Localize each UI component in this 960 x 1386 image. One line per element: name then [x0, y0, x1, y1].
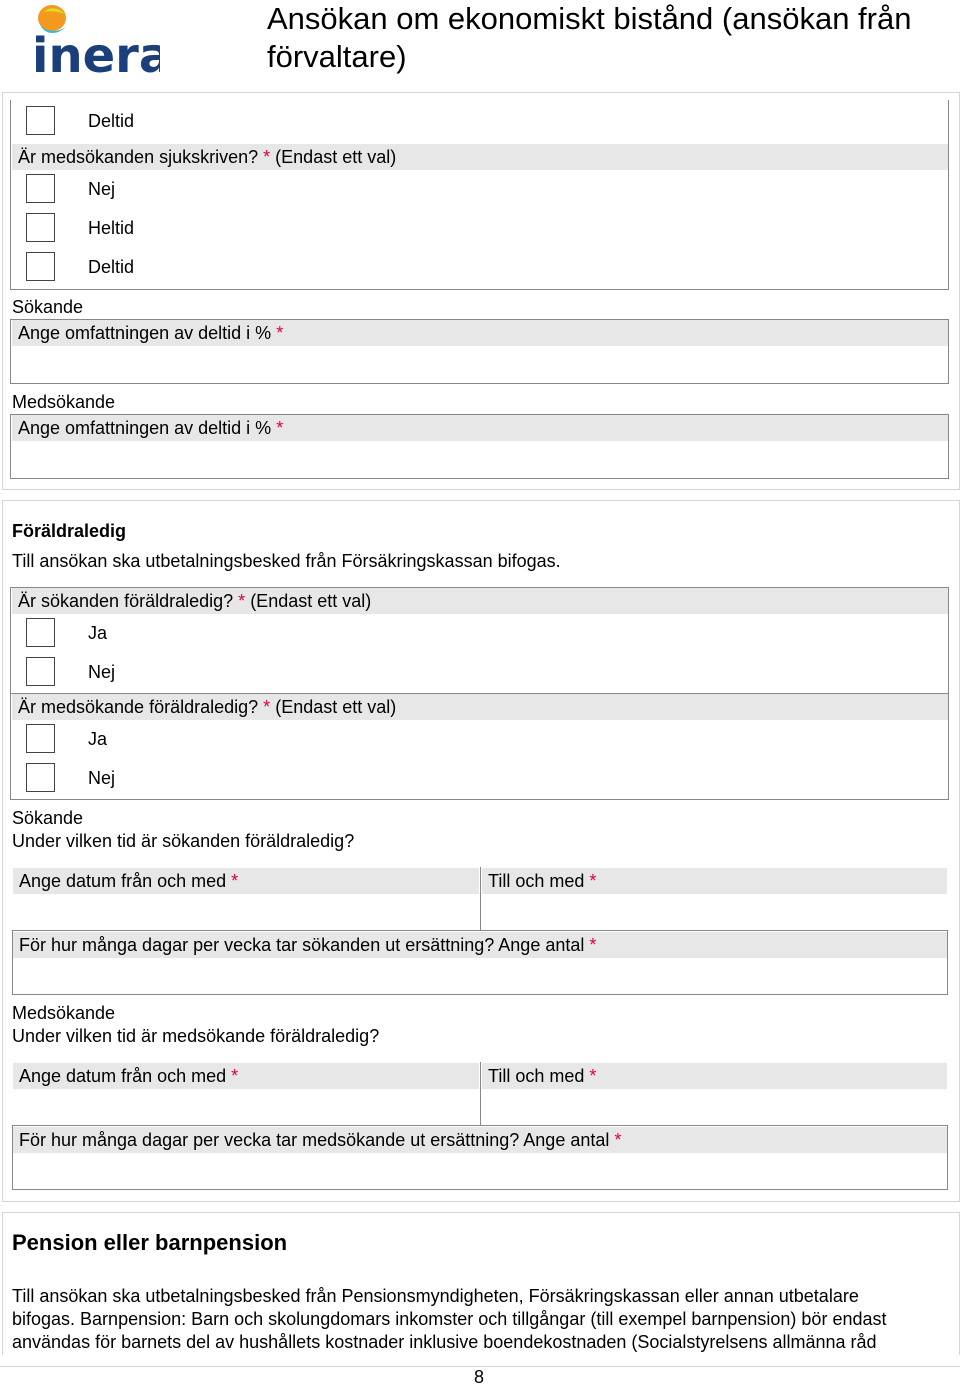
logo-wordmark: inera — [32, 28, 160, 78]
days-per-week-label — [13, 1127, 947, 1153]
option-label: Nej — [88, 179, 116, 199]
question-applicant-parental — [12, 588, 948, 614]
period-question: Under vilken tid är medsökande föräldraledig? — [12, 1026, 380, 1046]
field-label: Ange datum från och med — [19, 1066, 227, 1086]
period-question: Under vilken tid är sökanden föräldraledig? — [12, 831, 355, 851]
section-info-line: Till ansökan ska utbetalningsbesked från Pensionsmyndigheten, Försäkringskassan eller annan utbetalare — [12, 1286, 859, 1306]
scope-partner-label — [12, 415, 948, 441]
required-mark: * — [238, 591, 246, 611]
checkbox-ja[interactable] — [26, 618, 55, 647]
option-label: Ja — [88, 623, 108, 643]
date-from-label — [13, 1063, 479, 1089]
field-label: Ange datum från och med — [19, 871, 227, 891]
section-info-line: bifogas. Barnpension: Barn och skolungdomars inkomster och tillgångar (till exempel barnpension) bör endast — [12, 1309, 887, 1329]
option-label: Heltid — [88, 218, 135, 238]
section-heading: Föräldraledig — [12, 521, 127, 541]
question-partner-parental — [12, 694, 948, 720]
field-label: Ange omfattningen av deltid i % — [18, 418, 272, 438]
question-partner-sick — [12, 144, 948, 170]
field-label: För hur många dagar per vecka tar sökanden ut ersättning? Ange antal — [19, 935, 585, 955]
date-from-label — [13, 868, 479, 894]
checkbox-deltid[interactable] — [26, 252, 55, 281]
field-label: Ange omfattningen av deltid i % — [18, 323, 272, 343]
required-mark: * — [614, 1130, 622, 1150]
page-title: Ansökan om ekonomiskt bistånd (ansökan från förvaltare) — [267, 1, 912, 74]
applicant-label: Sökande — [12, 297, 84, 317]
section-info: Till ansökan ska utbetalningsbesked från Försäkringskassan bifogas. — [12, 551, 561, 571]
required-mark: * — [589, 871, 597, 891]
section-info-line: användas för barnets del av hushållets kostnader inklusive boendekostnaden (Socialstyrelsens allmänna råd — [12, 1332, 877, 1352]
required-mark: * — [276, 323, 284, 343]
field-label: Till och med — [488, 1066, 585, 1086]
sick-question-box — [10, 100, 949, 290]
required-mark: * — [276, 418, 284, 438]
checkbox-ja[interactable] — [26, 724, 55, 753]
checkbox-nej[interactable] — [26, 657, 55, 686]
choice-hint: (Endast ett val) — [275, 147, 397, 167]
required-mark: * — [231, 871, 239, 891]
partner-label: Medsökande — [12, 392, 116, 412]
date-to-label — [482, 1063, 947, 1089]
option-label: Nej — [88, 662, 116, 682]
section-heading: Pension eller barnpension — [12, 1230, 288, 1255]
page-number: 8 — [474, 1367, 485, 1386]
scope-applicant-label — [12, 320, 948, 346]
required-mark: * — [231, 1066, 239, 1086]
checkbox-heltid[interactable] — [26, 213, 55, 242]
required-mark: * — [589, 1066, 597, 1086]
required-mark: * — [589, 935, 597, 955]
days-per-week-field[interactable] — [13, 958, 947, 994]
option-label: Deltid — [88, 111, 135, 131]
choice-hint: (Endast ett val) — [250, 591, 372, 611]
required-mark: * — [263, 147, 271, 167]
option-label: Deltid — [88, 257, 135, 277]
checkbox-deltid-applicant[interactable] — [26, 106, 55, 135]
inera-logo — [30, 2, 160, 78]
field-label: För hur många dagar per vecka tar medsökande ut ersättning? Ange antal — [19, 1130, 610, 1150]
applicant-label: Sökande — [12, 808, 84, 828]
days-per-week-field[interactable] — [13, 1153, 947, 1189]
option-label: Nej — [88, 768, 116, 788]
checkbox-nej[interactable] — [26, 174, 55, 203]
option-label: Ja — [88, 729, 108, 749]
days-per-week-label — [13, 932, 947, 958]
question-text: Är sökanden föräldraledig? — [18, 591, 234, 611]
field-label: Till och med — [488, 871, 585, 891]
partner-label: Medsökande — [12, 1003, 116, 1023]
checkbox-nej[interactable] — [26, 763, 55, 792]
question-text: Är medsökanden sjukskriven? — [18, 147, 259, 167]
date-to-label — [482, 868, 947, 894]
question-text: Är medsökande föräldraledig? — [18, 697, 259, 717]
choice-hint: (Endast ett val) — [275, 697, 397, 717]
required-mark: * — [263, 697, 271, 717]
